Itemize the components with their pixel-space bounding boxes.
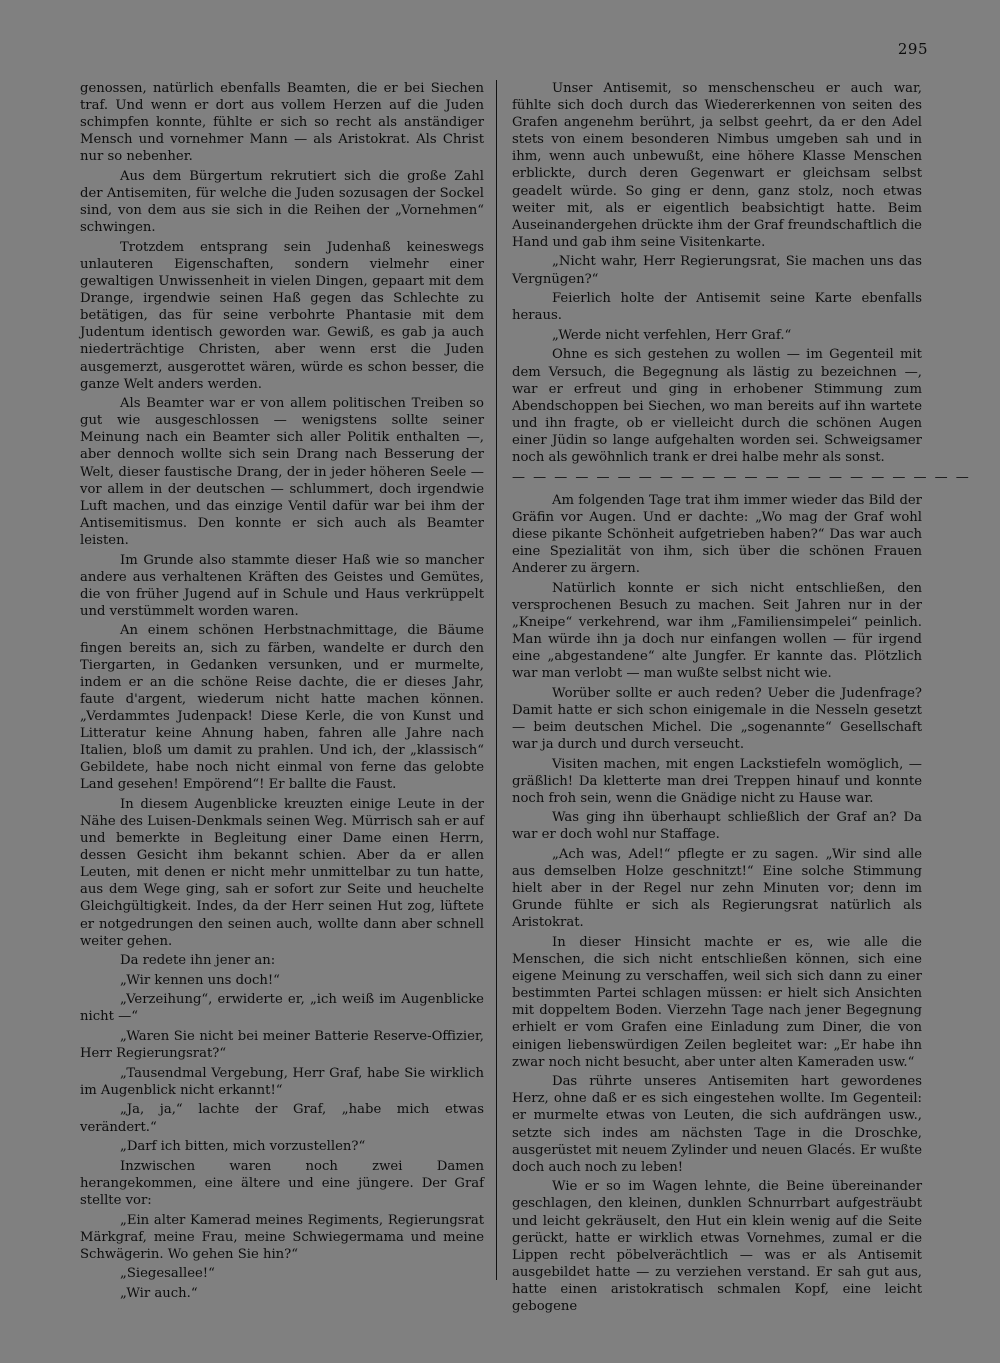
paragraph: Worüber sollte er auch reden? Ueber die Judenfrage? Damit hatte er sich schon einigemale in die Nesseln gesetzt — beim deutschen Michel. Die „sogenannte“ Gesellschaft war ja durch und durch verseucht. [512,685,922,752]
paragraph: Im Grunde also stammte dieser Haß wie so mancher andere aus verhaltenen Kräften des Geistes und Gemütes, die von früher Jugend auf in Schule und Haus verkrüppelt und verstümmelt worden waren. [80,552,484,619]
paragraph: Natürlich konnte er sich nicht entschließen, den versprochenen Besuch zu machen. Seit Jahren nur in der „Kneipe“ verkehrend, war ihm „Familiensimpelei“ peinlich. Man würde ihn ja doch nur einfangen wollen — für irgend eine „abgestandene“ alte Jungfer. Er kannte das. Plötzlich war man verlobt — man wußte selbst nicht wie. [512,580,922,682]
paragraph: Da redete ihn jener an: [120,953,276,969]
paragraph: Aus dem Bürgertum rekrutiert sich die große Zahl der Antisemiten, für welche die Juden sozusagen der Sockel sind, von dem aus sie sich in die Reihen der „Vornehmen“ schwingen. [80,168,484,236]
paragraph: „Waren Sie nicht bei meiner Batterie Reserve-Offizier, Herr Regierungsrat?“ [80,1029,484,1062]
paragraph: Trotzdem entsprang sein Judenhaß keineswegs unlauteren Eigenschaften, sondern vielmehr einer gewaltigen Unwissenheit in vielen Dingen, gepaart mit dem Drange, irgendwie seinen Haß gegen das Schlechte zu betätigen, das für seine verbohrte Phantasie mit dem Judentum identisch geworden war. Gewiß, es gab ja auch niederträchtige Christen, aber wenn erst die Juden ausgemerzt, ausgerottet wären, würde es schon besser, die ganze Welt anders werden. [80,239,484,392]
paragraph: „Tausendmal Vergebung, Herr Graf, habe Sie wirklich im Augenblick nicht erkannt!“ [80,1065,484,1098]
paragraph: An einem schönen Herbstnachmittage, die Bäume fingen bereits an, sich zu färben, wandelte er durch den Tiergarten, in Gedanken versunken, und er murmelte, indem er an die schöne Reise dachte, die er dieses Jahr, faute d'argent, wiederum nicht hatte machen können. „Verdammtes Judenpack! Diese Kerle, die von Kunst und Litteratur keine Ahnung haben, fahren alle Jahre nach Italien, bloß um damit zu prahlen. Und ich, der „klassisch“ Gebildete, habe noch nicht einmal von ferne das gelobte Land gesehen! Empörend“! Er ballte die Faust. [80,623,484,793]
paragraph: Feierlich holte der Antisemit seine Karte ebenfalls heraus. [512,291,922,324]
paragraph: Visiten machen, mit engen Lackstiefeln womöglich, — gräßlich! Da kletterte man drei Treppen hinauf und konnte noch froh sein, wenn die Gnädige nicht zu Hause war. [512,756,922,806]
paragraph: Inzwischen waren noch zwei Damen herangekommen, eine ältere und eine jüngere. Der Graf stellte vor: [80,1158,484,1208]
paragraph: Am folgenden Tage trat ihm immer wieder das Bild der Gräfin vor Augen. Und er dachte: „Wo mag der Graf wohl diese pikante Schönheit aufgetrieben haben?“ Das war auch eine Spezialität von ihm, sich über die schönen Frauen Anderer zu ärgern. [512,492,922,577]
right-column [512,80,971,1318]
paragraph: „Ja, ja,“ lachte der Graf, „habe mich etwas verändert.“ [80,1102,484,1135]
paragraph: In dieser Hinsicht machte er es, wie alle die Menschen, die sich nicht entschließen können, sich eine eigene Meinung zu verschaffen, weil sich sich dann zu einer bestimmten Partei schlagen müssen: er hielt sich Ansichten mit doppeltem Boden. Vierzehn Tage nach jener Begegnung erhielt er vom Grafen eine Einladung zum Diner, die von einigen liebenswürdigen Zeilen begleitet war: „Er habe ihn zwar noch nicht besucht, aber unter alten Kameraden usw.“ [512,935,922,1070]
paragraph: Was ging ihn überhaupt schließlich der Graf an? Da war er doch wohl nur Staffage. [512,810,922,843]
paragraph: Als Beamter war er von allem politischen Treiben so gut wie ausgeschlossen — wenigstens sollte seiner Meinung nach ein Beamter sich aller Politik enthalten —, aber dennoch wollte sich sein Drang nach Besserung der Welt, dieser faustische Drang, der in jeder höheren Seele — vor allem in der deutschen — schlummert, doch irgendwie Luft machen, und das einzige Ventil dafür war bei ihm der Antisemitismus. Den konnte er sich auch als Beamter leisten. [80,396,484,548]
paragraph: Unser Antisemit, so menschenscheu er auch war, fühlte sich doch durch das Wiedererkennen von seiten des Grafen angenehm berührt, ja selbst geehrt, da er den Adel stets von einem besonderen Nimbus umgeben sah und in ihm, wenn auch unbewußt, eine höhere Klasse Menschen erblickte, durch deren Gegenwart er gleichsam selbst geadelt würde. So ging er denn, ganz stolz, noch etwas weiter mit, als er eigentlich beabsichtigt hatte. Beim Auseinandergehen drückte ihm der Graf freundschaftlich die Hand und gab ihm seine Visitenkarte. [512,81,922,250]
left-column [80,80,484,1304]
paragraph: „Ach was, Adel!“ pflegte er zu sagen. „Wir sind alle aus demselben Holze geschnitzt!“ Eine solche Stimmung hielt aber in der Regel nur zehn Minuten vor; denn im Grunde fühlte er sich als Regierungsrat natürlich als Aristokrat. [512,847,922,931]
paragraph: „Nicht wahr, Herr Regierungsrat, Sie machen uns das Vergnügen?“ [512,254,922,287]
paragraph: „Siegesallee!“ [120,1266,215,1282]
paragraph: „Ein alter Kamerad meines Regiments, Regierungsrat Märkgraf, meine Frau, meine Schwiegermama und meine Schwägerin. Wo gehen Sie hin?“ [80,1212,484,1262]
section-separator: — — — — — — — — — — — — — — — — — — — — — — [512,469,971,485]
paragraph: „Verzeihung“, erwiderte er, „ich weiß im Augenblicke nicht —“ [80,992,484,1025]
paragraph: „Darf ich bitten, mich vorzustellen?“ [120,1139,366,1155]
column-divider [496,80,497,1280]
paragraph: Das rührte unseres Antisemiten hart gewordenes Herz, ohne daß er es sich eingestehen wollte. Im Gegenteil: er murmelte etwas von Leuten, die sich aufdrängen usw., setzte sich indes am nächsten Tage in die Droschke, ausgerüstet mit neuem Zylinder und neuen Glacés. Er wußte doch auch noch zu leben! [512,1074,922,1175]
paragraph: In diesem Augenblicke kreuzten einige Leute in der Nähe des Luisen-Denkmals seinen Weg. Mürrisch sah er auf und bemerkte in Begleitung einer Dame einen Herrn, dessen Gesicht ihm bekannt schien. Aber da er allen Leuten, mit denen er nicht mehr unmittelbar zu tun hatte, aus dem Wege ging, sah er sofort zur Seite und heuchelte Gleichgültigkeit. Indes, da der Herr seinen Hut zog, lüftete er notgedrungen den seinen auch, wollte dann aber schnell weiter gehen. [80,796,484,949]
paragraph: Wie er so im Wagen lehnte, die Beine übereinander geschlagen, den kleinen, dunklen Schnurrbart aufgesträubt und leicht gekräuselt, den Hut ein klein wenig auf die Seite gerückt, hatte er wirklich etwas Vornehmes, zumal er die Lippen recht pöbelverächtlich — was er als Antisemit ausgebildet hatte — zu verziehen verstand. Er sah gut aus, hatte einen aristokratisch schmalen Kopf, eine leicht gebogene [512,1179,922,1314]
paragraph: „Wir auch.“ [120,1285,198,1301]
paragraph: „Wir kennen uns doch!“ [120,972,280,988]
paragraph: „Werde nicht verfehlen, Herr Graf.“ [552,327,792,343]
paragraph: Ohne es sich gestehen zu wollen — im Gegenteil mit dem Versuch, die Begegnung als lästig zu bezeichnen —, war er erfreut und ging in erhobener Stimmung zum Abendschoppen bei Siechen, wo man bereits auf ihn wartete und ihn fragte, ob er vielleicht durch die schönen Augen einer Jüdin so lange aufgehalten worden sei. Schweigsamer noch als gewöhnlich trank er drei halbe mehr als sonst. [512,347,922,465]
paragraph: genossen, natürlich ebenfalls Beamten, die er bei Siechen traf. Und wenn er dort aus vollem Herzen auf die Juden schimpfen konnte, fühlte er sich so recht als anständiger Mensch und vornehmer Mann — als Aristokrat. Als Christ nur so nebenher. [80,81,484,165]
page-number: 295 [897,40,928,58]
